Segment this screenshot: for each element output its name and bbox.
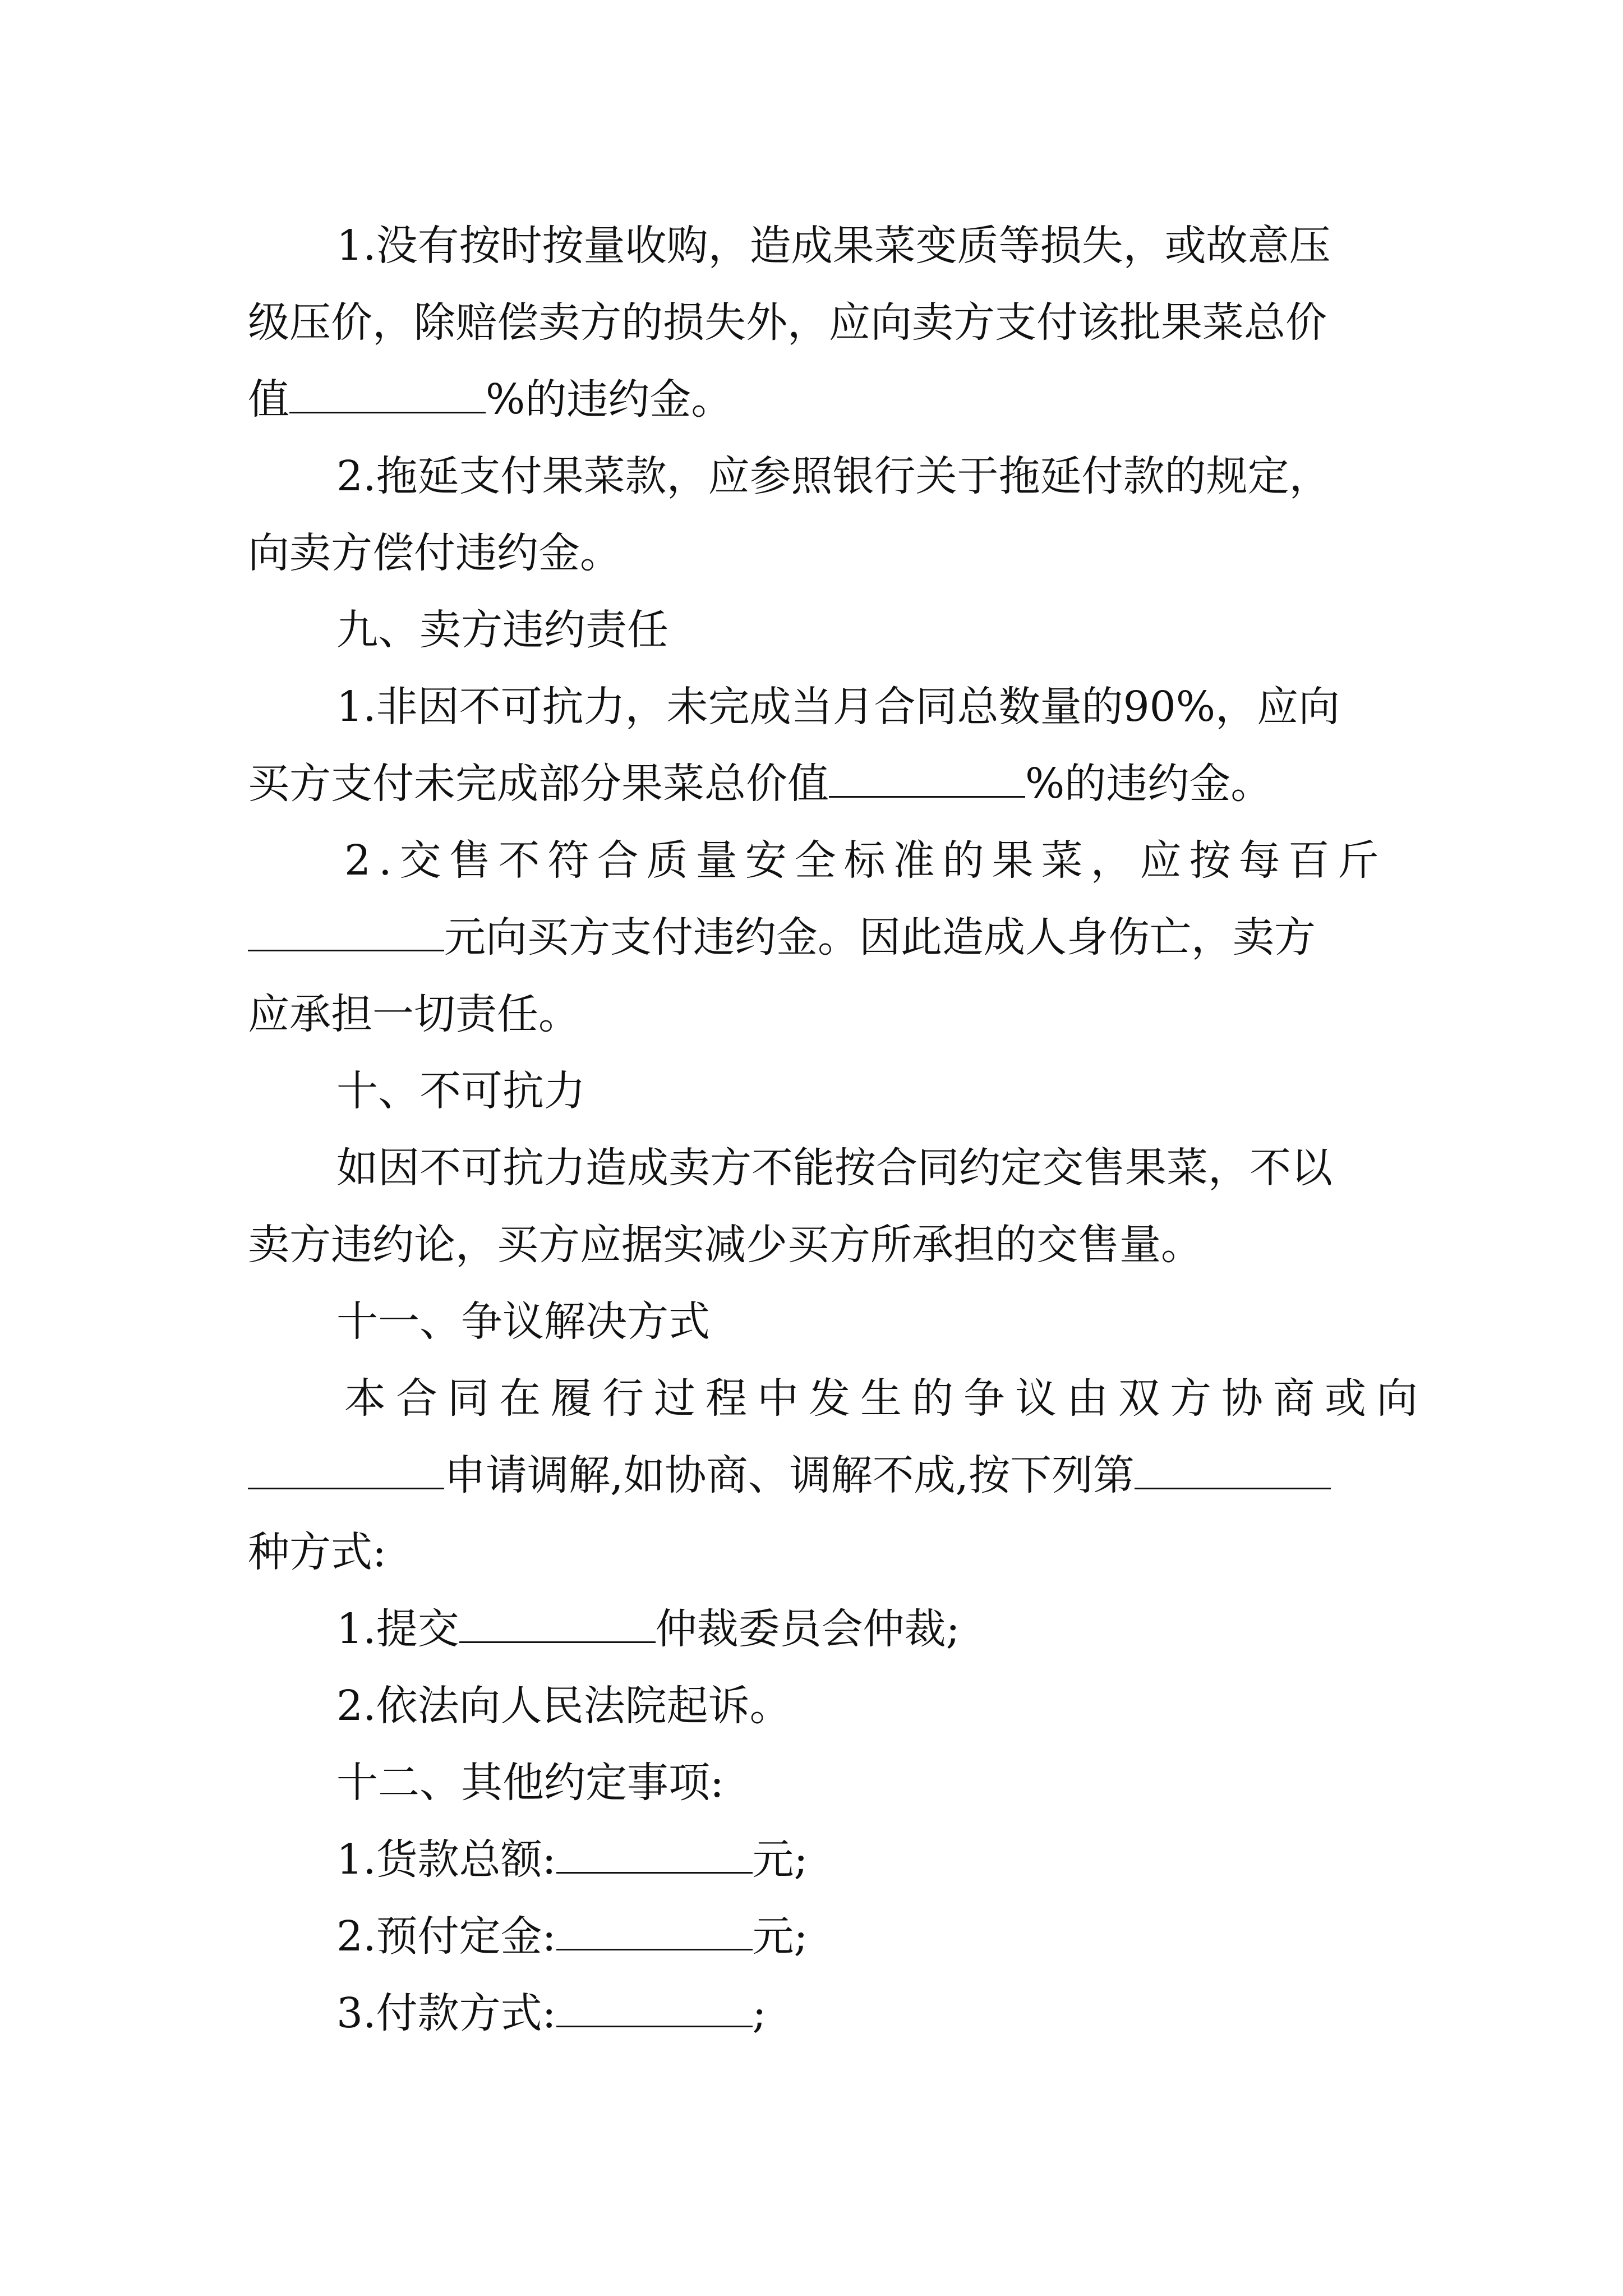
paragraph-text: 种方式: bbox=[248, 1528, 386, 1576]
paragraph-text: 2.拖延支付果菜款，应参照银行关于拖延付款的规定， bbox=[336, 452, 1331, 500]
paragraph-text: 2.预付定金: bbox=[336, 1912, 556, 1961]
fill-blank[interactable] bbox=[1135, 1453, 1331, 1489]
force-majeure-line-2 bbox=[248, 1207, 1202, 1283]
paragraph-text: 2.交售不符合质量安全标准的果菜，应按每百斤 bbox=[344, 836, 1387, 885]
dispute-item-1 bbox=[336, 1591, 960, 1668]
paragraph-text: 申请调解,如协商、调解不成,按下列第 bbox=[444, 1451, 1135, 1499]
paragraph-text: 1.非因不可抗力，未完成当月合同总数量的90%，应向 bbox=[336, 683, 1340, 731]
dispute-item-2 bbox=[336, 1668, 791, 1745]
paragraph-text: 2.依法向人民法院起诉。 bbox=[336, 1682, 791, 1730]
other-item-2 bbox=[336, 1898, 808, 1975]
seller-breach-item-2-line-3 bbox=[248, 976, 580, 1053]
section-heading: 十二、其他约定事项: bbox=[336, 1759, 724, 1807]
seller-breach-item-1-line-1 bbox=[336, 669, 1340, 746]
dispute-line-1 bbox=[344, 1360, 1428, 1437]
fill-blank[interactable] bbox=[248, 915, 444, 951]
paragraph-text: %的违约金。 bbox=[486, 375, 733, 424]
paragraph-text: 买方支付未完成部分果菜总价值 bbox=[248, 760, 829, 808]
paragraph-text: 元; bbox=[752, 1835, 808, 1884]
fill-blank[interactable] bbox=[289, 377, 486, 413]
paragraph-text: 卖方违约论，买方应据实减少买方所承担的交售量。 bbox=[248, 1221, 1202, 1269]
section-heading: 十、不可抗力 bbox=[336, 1067, 585, 1115]
other-item-3 bbox=[336, 1975, 766, 2052]
force-majeure-heading bbox=[336, 1053, 585, 1130]
paragraph-text: 1.没有按时按量收购，造成果菜变质等损失，或故意压 bbox=[336, 222, 1331, 270]
paragraph-text: 级压价，除赔偿卖方的损失外，应向卖方支付该批果菜总价 bbox=[248, 298, 1327, 347]
paragraph-text: 应承担一切责任。 bbox=[248, 990, 580, 1038]
buyer-breach-item-2-line-1 bbox=[336, 438, 1331, 515]
paragraph-text: 元向买方支付违约金。因此造成人身伤亡，卖方 bbox=[444, 913, 1316, 961]
paragraph-text: 1.货款总额: bbox=[336, 1835, 556, 1884]
section-heading: 十一、争议解决方式 bbox=[336, 1297, 710, 1346]
seller-breach-item-2-line-2 bbox=[248, 899, 1316, 976]
paragraph-text: 3.付款方式: bbox=[336, 1989, 556, 2037]
paragraph-text: 值 bbox=[248, 375, 289, 424]
paragraph-text: 本合同在履行过程中发生的争议由双方协商或向 bbox=[344, 1374, 1428, 1423]
dispute-line-3 bbox=[248, 1514, 386, 1591]
seller-breach-heading bbox=[336, 592, 668, 669]
fill-blank[interactable] bbox=[556, 1914, 753, 1950]
fill-blank[interactable] bbox=[556, 1991, 753, 2027]
other-heading bbox=[336, 1745, 724, 1821]
force-majeure-line-1 bbox=[336, 1130, 1332, 1207]
paragraph-text: 仲裁委员会仲裁; bbox=[655, 1605, 960, 1653]
fill-blank[interactable] bbox=[248, 1453, 444, 1489]
paragraph-text: 1.提交 bbox=[336, 1605, 459, 1653]
fill-blank[interactable] bbox=[556, 1837, 753, 1874]
other-item-1 bbox=[336, 1821, 808, 1898]
paragraph-text: %的违约金。 bbox=[1025, 760, 1272, 808]
paragraph-text: ; bbox=[752, 1989, 767, 2037]
fill-blank[interactable] bbox=[829, 761, 1025, 798]
fill-blank[interactable] bbox=[459, 1607, 656, 1643]
paragraph-text: 向卖方偿付违约金。 bbox=[248, 529, 621, 577]
seller-breach-item-2-line-1 bbox=[344, 822, 1387, 899]
paragraph-text: 元; bbox=[752, 1912, 808, 1961]
seller-breach-item-1-line-2 bbox=[248, 746, 1272, 822]
paragraph-text: 如因不可抗力造成卖方不能按合同约定交售果菜，不以 bbox=[336, 1144, 1332, 1192]
dispute-line-2 bbox=[248, 1437, 1331, 1514]
section-heading: 九、卖方违约责任 bbox=[336, 606, 668, 654]
buyer-breach-item-2-line-2 bbox=[248, 515, 621, 592]
buyer-breach-item-1-line-1 bbox=[336, 208, 1331, 284]
buyer-breach-item-1-line-2 bbox=[248, 284, 1327, 361]
dispute-heading bbox=[336, 1283, 710, 1360]
buyer-breach-item-1-line-3 bbox=[248, 361, 732, 438]
